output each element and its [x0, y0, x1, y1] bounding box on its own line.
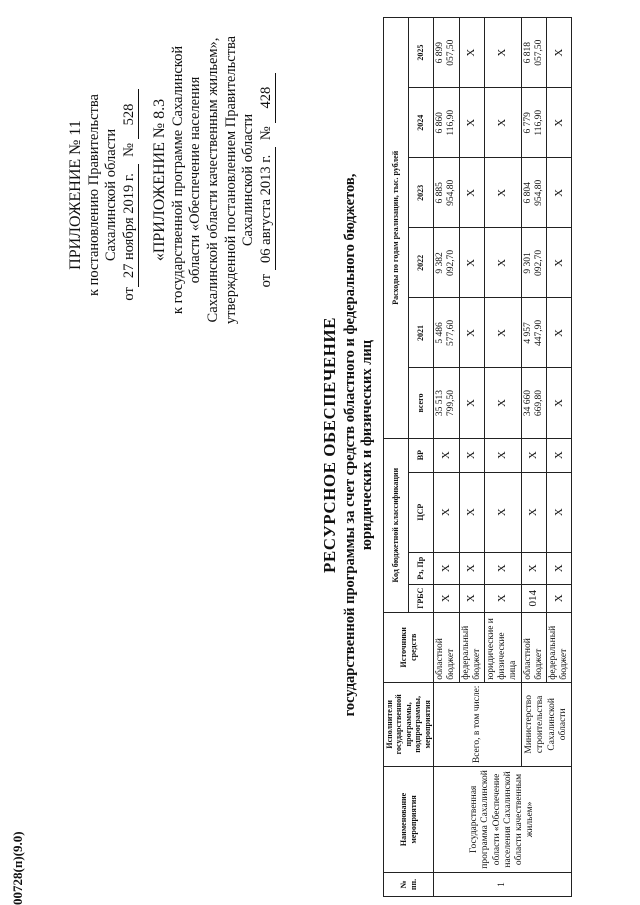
appendix-8-3-date: 06 августа 2013 г.	[259, 147, 276, 270]
resource-table	[383, 17, 572, 897]
header-year-2023: 2023	[409, 158, 434, 228]
year-2024-cell: X	[459, 88, 484, 158]
rz-pr-cell: X	[547, 552, 572, 584]
year-2023-frac: 954,80	[533, 179, 544, 206]
document-title-block	[320, 165, 377, 725]
executor-total: Всего, в том числе:	[434, 682, 521, 766]
year-2021-frac: 577,60	[446, 319, 457, 347]
header-executors: Исполнители государственной программы, подпрограммы, мероприятия	[384, 682, 434, 766]
year-2024-cell	[434, 88, 459, 158]
year-2024-frac: 116,90	[533, 109, 544, 136]
year-2022-frac: 092,70	[446, 249, 457, 276]
appendix-11-title: ПРИЛОЖЕНИЕ № 11	[67, 120, 84, 270]
csr-cell: X	[485, 472, 522, 552]
vr-cell: X	[434, 438, 459, 472]
year-2024-cell: X	[547, 88, 572, 158]
appendix-11-number-sign: №	[120, 143, 137, 157]
event-name: Государственная программа Сахалинской области «Обеспечение населения Сахалинской области качественным жильем»	[434, 766, 572, 872]
total-cell: X	[547, 368, 572, 438]
total-cell: X	[485, 368, 522, 438]
source-cell: областной бюджет	[434, 612, 459, 682]
year-2021-cell	[434, 298, 459, 368]
year-2022-cell	[521, 228, 546, 298]
appendix-8-3-line4: утвержденной постановлением Правительства	[222, 35, 239, 325]
header-year-2025: 2025	[409, 18, 434, 88]
year-2023-cell	[434, 158, 459, 228]
total-value-frac: 799,50	[446, 389, 457, 417]
rz-pr-cell: X	[434, 552, 459, 584]
year-2024-cell	[521, 88, 546, 158]
header-sources: Источники средств	[384, 612, 434, 682]
source-cell: юридические и физические лица	[485, 612, 522, 682]
table-header-row	[384, 18, 409, 897]
header-csr: ЦСР	[409, 472, 434, 552]
source-cell: федеральный бюджет	[547, 612, 572, 682]
year-2021-cell: X	[459, 298, 484, 368]
vr-cell: X	[521, 438, 546, 472]
year-2025-cell	[521, 18, 546, 88]
row-num: 1	[434, 872, 572, 896]
year-2023-cell: X	[459, 158, 484, 228]
source-cell: областной бюджет	[521, 612, 546, 682]
year-2022-cell	[434, 228, 459, 298]
header-num: № пп.	[384, 872, 434, 896]
grbs-cell: X	[459, 584, 484, 612]
appendix-8-3-line5: Сахалинской области	[240, 113, 257, 247]
document-subtitle	[342, 165, 377, 725]
year-2023-int: 6 804	[522, 182, 533, 204]
year-2021-cell: X	[547, 298, 572, 368]
header-vr: ВР	[409, 438, 434, 472]
appendix-11-header	[66, 45, 139, 345]
year-2023-int: 6 885	[435, 182, 446, 204]
year-2025-cell: X	[459, 18, 484, 88]
table-row	[521, 18, 546, 897]
appendix-11-line2: Сахалинской области	[103, 128, 120, 262]
header-rz-pr: Рз, Пр	[409, 552, 434, 584]
year-2023-frac: 954,80	[446, 179, 457, 206]
rz-pr-cell: X	[485, 552, 522, 584]
year-2022-cell: X	[459, 228, 484, 298]
appendix-8-3-line2: области «Обеспечение населения	[187, 76, 204, 284]
appendix-11-date-line	[121, 45, 139, 345]
header-expenses: Расходы по годам реализации, тыс. рублей	[384, 18, 409, 439]
year-2021-cell	[521, 298, 546, 368]
executor-ministry: Министерство строительства Сахалинской области	[521, 682, 572, 766]
rz-pr-cell: X	[459, 552, 484, 584]
year-2022-frac: 092,70	[533, 249, 544, 276]
year-2024-int: 6 779	[522, 112, 533, 134]
total-cell: X	[459, 368, 484, 438]
appendix-8-3-number-sign: №	[257, 126, 274, 141]
grbs-cell: X	[485, 584, 522, 612]
appendix-11-number: 528	[122, 89, 139, 139]
document-subtitle-line2: юридических и физических лиц	[359, 339, 376, 551]
header-year-2022: 2022	[409, 228, 434, 298]
appendix-8-3-line1: к государственной программе Сахалинской	[169, 45, 186, 315]
year-2025-frac: 057,50	[446, 39, 457, 66]
vr-cell: X	[485, 438, 522, 472]
year-2022-cell: X	[547, 228, 572, 298]
vr-cell: X	[459, 438, 484, 472]
appendix-11-from-prefix: от	[120, 287, 137, 301]
year-2025-cell: X	[547, 18, 572, 88]
year-2023-cell	[521, 158, 546, 228]
vr-cell: X	[547, 438, 572, 472]
csr-cell: X	[434, 472, 459, 552]
appendix-8-3-header	[150, 15, 276, 345]
year-2022-int: 9 301	[522, 252, 533, 274]
source-cell: федеральный бюджет	[459, 612, 484, 682]
header-year-2021: 2021	[409, 298, 434, 368]
total-value-frac: 669,80	[533, 389, 544, 417]
csr-cell: X	[521, 472, 546, 552]
total-value-int: 35 513	[435, 389, 446, 417]
csr-cell: X	[459, 472, 484, 552]
year-2025-frac: 057,50	[533, 39, 544, 66]
document-subtitle-line1: государственной программы за счет средств областного и федерального бюджетов,	[341, 173, 358, 717]
year-2023-cell: X	[547, 158, 572, 228]
appendix-8-3-number: 428	[259, 73, 276, 123]
header-grbs: ГРБС	[409, 584, 434, 612]
grbs-cell: X	[547, 584, 572, 612]
appendix-11-date: 27 ноября 2019 г.	[122, 164, 139, 287]
year-2021-frac: 447,90	[533, 319, 544, 347]
header-event-name: Наименование мероприятия	[384, 766, 434, 872]
header-budget-code: Код бюджетной классификации	[384, 438, 409, 612]
appendix-8-3-line3: Сахалинской области качественным жильем»,	[204, 37, 221, 323]
appendix-11-line1: к постановлению Правительства	[85, 94, 102, 296]
appendix-8-3-date-line	[258, 15, 276, 345]
appendix-8-3-title: «ПРИЛОЖЕНИЕ № 8.3	[151, 98, 168, 262]
rz-pr-cell: X	[521, 552, 546, 584]
total-value-int: 34 660	[522, 389, 533, 417]
grbs-cell: X	[434, 584, 459, 612]
year-2024-int: 6 860	[435, 112, 446, 134]
year-2023-cell: X	[485, 158, 522, 228]
total-cell	[521, 368, 546, 438]
year-2025-int: 6 818	[522, 41, 533, 64]
year-2022-cell: X	[485, 228, 522, 298]
csr-cell: X	[547, 472, 572, 552]
year-2024-frac: 116,90	[446, 109, 457, 136]
header-total: всего	[409, 368, 434, 438]
header-year-2024: 2024	[409, 88, 434, 158]
year-2021-int: 5 486	[435, 322, 446, 344]
total-cell	[434, 368, 459, 438]
year-2024-cell: X	[485, 88, 522, 158]
year-2021-int: 4 957	[522, 322, 533, 344]
year-2021-cell: X	[485, 298, 522, 368]
year-2022-int: 9 382	[435, 252, 446, 274]
form-code: 00728(п)(9.0)	[10, 831, 25, 905]
year-2025-int: 6 899	[435, 41, 446, 64]
year-2025-cell	[434, 18, 459, 88]
table-row	[434, 18, 459, 897]
document-title: РЕСУРСНОЕ ОБЕСПЕЧЕНИЕ	[320, 317, 339, 573]
appendix-8-3-from-prefix: от	[257, 273, 274, 288]
year-2025-cell: X	[485, 18, 522, 88]
grbs-cell: 014	[521, 584, 546, 612]
